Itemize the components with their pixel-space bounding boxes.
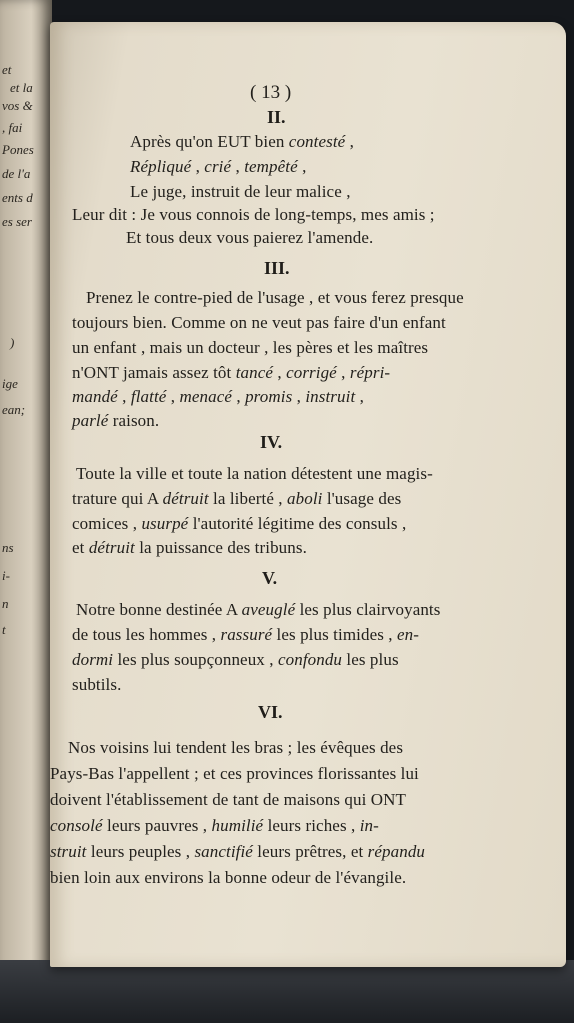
background-surface [0, 960, 574, 1023]
book-page [50, 22, 566, 967]
text-line: struit leurs peuples , sanctifié leurs prêtres, et répandu [50, 842, 426, 861]
section-heading-4: IV. [260, 432, 283, 452]
left-page-fragment: , fai [2, 120, 23, 135]
left-page-fragment: n [2, 596, 9, 611]
text-line: toujours bien. Comme on ne veut pas faire d'un enfant [72, 313, 446, 332]
text-line: Après qu'on EUT bien contesté , [130, 132, 354, 151]
left-page-fragment: t [2, 622, 6, 637]
section-heading-3: III. [264, 258, 290, 278]
text-line: Prenez le contre-pied de l'usage , et vous ferez presque [86, 288, 464, 307]
page-number: ( 13 ) [250, 82, 292, 103]
text-line: Et tous deux vous paierez l'amende. [126, 228, 374, 247]
left-page-fragment: ) [10, 335, 15, 350]
left-page-fragment: Pones [2, 142, 34, 157]
text-line: subtils. [72, 675, 122, 694]
text-line: Le juge, instruit de leur malice , [130, 182, 351, 201]
text-line: Nos voisins lui tendent les bras ; les évêques des [68, 738, 404, 757]
left-page-fragment: ns [2, 540, 14, 555]
left-page-fragment: ents d [2, 190, 33, 205]
text-line: bien loin aux environs la bonne odeur de l'évangile. [50, 868, 407, 887]
section-heading-6: VI. [258, 702, 283, 722]
left-page-fragment: et [2, 62, 12, 77]
text-line: et détruit la puissance des tribuns. [72, 538, 307, 557]
text-line: Pays-Bas l'appellent ; et ces provinces florissantes lui [50, 764, 419, 783]
text-line: Toute la ville et toute la nation détestent une magis- [76, 464, 433, 483]
left-page-fragment: ean; [2, 402, 26, 417]
left-page-fragment: et la [10, 80, 33, 95]
left-page-edge [0, 0, 52, 1010]
text-line: n'ONT jamais assez tôt tancé , corrigé , répri- [72, 363, 391, 382]
text-line: doivent l'établissement de tant de maisons qui ONT [50, 790, 407, 809]
text-line: trature qui A détruit la liberté , aboli l'usage des [72, 489, 402, 508]
left-page-fragment: vos & [2, 98, 33, 113]
text-line: Leur dit : Je vous connois de long-temps, mes amis ; [72, 205, 435, 224]
text-line: Répliqué , crié , tempêté , [130, 157, 307, 176]
left-page-fragment: de l'a [2, 166, 31, 181]
text-line: un enfant , mais un docteur , les pères et les maîtres [72, 338, 429, 357]
text-line: Notre bonne destinée A aveuglé les plus clairvoyants [76, 600, 441, 619]
text-line: de tous les hommes , rassuré les plus timides , en- [72, 625, 419, 644]
text-line: mandé , flatté , menacé , promis , instruit , [72, 387, 364, 406]
left-page-fragment: i- [2, 568, 10, 583]
text-line: dormi les plus soupçonneux , confondu les plus [72, 650, 399, 669]
text-line: comices , usurpé l'autorité légitime des consuls , [72, 514, 407, 533]
left-page-fragment: es ser [2, 214, 32, 229]
left-page-fragment: ige [2, 376, 18, 391]
text-line: parlé raison. [72, 411, 160, 430]
section-heading-2: II. [267, 107, 286, 127]
section-heading-5: V. [262, 568, 278, 588]
text-line: consolé leurs pauvres , humilié leurs riches , in- [50, 816, 379, 835]
